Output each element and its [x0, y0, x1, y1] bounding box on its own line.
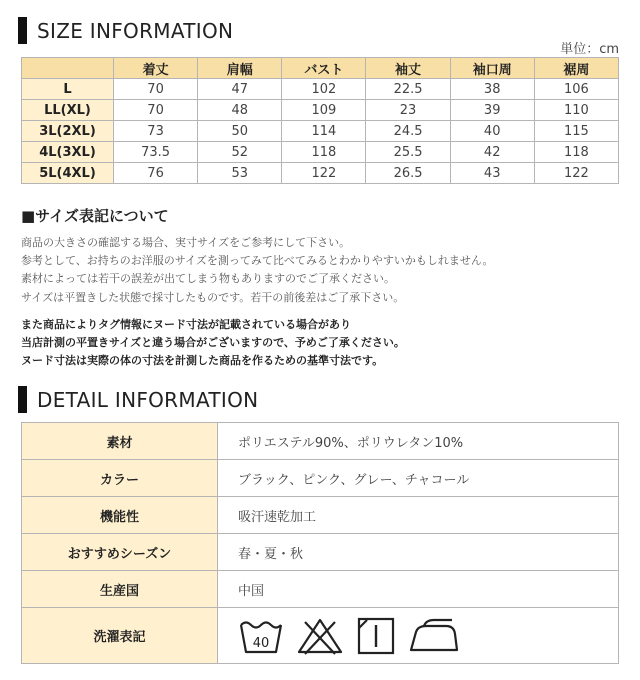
size-cell: 22.5 [366, 79, 450, 100]
care-icons [238, 616, 618, 656]
size-row [22, 100, 619, 121]
size-cell: 106 [534, 79, 618, 100]
size-cell: 122 [282, 163, 366, 184]
size-table-header-row [22, 58, 619, 79]
note-line: 参考として、お持ちのお洋服のサイズを測ってみて比べてみるとわかりやすいかもしれません。 [21, 254, 494, 268]
size-cell: 24.5 [366, 121, 450, 142]
size-cell: 122 [534, 163, 618, 184]
size-cell: 118 [534, 142, 618, 163]
detail-value: ブラック、ピンク、グレー、チャコール [218, 460, 619, 497]
wash-tub-40-icon [238, 616, 284, 656]
note-line: 商品の大きさの確認する場合、実寸サイズをご参考にして下さい。 [21, 236, 351, 249]
size-col-header: 袖丈 [366, 58, 450, 79]
size-label: 4L(3XL) [22, 142, 114, 163]
detail-value: 春・夏・秋 [218, 534, 619, 571]
size-col-header: 袖口周 [450, 58, 534, 79]
size-cell: 115 [534, 121, 618, 142]
no-bleach-icon [296, 616, 344, 656]
size-cell: 70 [114, 100, 198, 121]
detail-label: 機能性 [22, 497, 218, 534]
note-line: 素材によっては若干の誤差が出てしまう物もありますのでご了承ください。 [21, 272, 395, 286]
detail-label: 素材 [22, 423, 218, 460]
size-notes-title: ■サイズ表記について [21, 207, 169, 225]
size-cell: 109 [282, 100, 366, 121]
title-bar-decoration [18, 17, 27, 44]
line-dry-icon [356, 616, 396, 656]
size-cell: 118 [282, 142, 366, 163]
detail-row-color [22, 460, 619, 497]
bold-note-line: 当店計測の平置きサイズと違う場合がございますので、予めご了承ください。 [21, 336, 405, 350]
size-label: LL(XL) [22, 100, 114, 121]
size-cell: 110 [534, 100, 618, 121]
size-section-title: SIZE INFORMATION [37, 18, 234, 43]
size-cell: 102 [282, 79, 366, 100]
size-cell: 73.5 [114, 142, 198, 163]
size-notes [21, 234, 494, 307]
care-icons-cell [218, 608, 619, 664]
size-section-header [18, 17, 233, 44]
detail-row-material [22, 423, 619, 460]
size-col-header: 肩幅 [198, 58, 282, 79]
size-cell: 70 [114, 79, 198, 100]
detail-row-care [22, 608, 619, 664]
size-cell: 47 [198, 79, 282, 100]
size-row [22, 79, 619, 100]
size-row [22, 163, 619, 184]
detail-label: 洗濯表記 [22, 608, 218, 664]
size-cell: 48 [198, 100, 282, 121]
note-line: サイズは平置きした状態で採寸したものです。若干の前後差はご了承下さい。 [21, 290, 405, 304]
size-row [22, 142, 619, 163]
title-bar-decoration [18, 386, 27, 413]
size-cell: 25.5 [366, 142, 450, 163]
size-cell: 26.5 [366, 163, 450, 184]
size-col-header: 着丈 [114, 58, 198, 79]
size-cell: 50 [198, 121, 282, 142]
size-label: L [22, 79, 114, 100]
detail-section-header [18, 386, 258, 413]
iron-icon [408, 616, 460, 656]
detail-label: おすすめシーズン [22, 534, 218, 571]
size-cell: 52 [198, 142, 282, 163]
size-cell: 73 [114, 121, 198, 142]
size-col-header [22, 58, 114, 79]
size-label: 3L(2XL) [22, 121, 114, 142]
size-cell: 23 [366, 100, 450, 121]
size-col-header: 裾周 [534, 58, 618, 79]
unit-label: 単位：cm [560, 42, 619, 57]
detail-label: 生産国 [22, 571, 218, 608]
bold-note-line: ヌード寸法は実際の体の寸法を計測した商品を作るための基準寸法です。 [21, 354, 384, 368]
size-cell: 76 [114, 163, 198, 184]
size-cell: 114 [282, 121, 366, 142]
size-label: 5L(4XL) [22, 163, 114, 184]
detail-row-function [22, 497, 619, 534]
size-cell: 40 [450, 121, 534, 142]
detail-value: 中国 [218, 571, 619, 608]
size-table [21, 57, 619, 184]
detail-section-title: DETAIL INFORMATION [37, 387, 259, 412]
size-row [22, 121, 619, 142]
size-cell: 53 [198, 163, 282, 184]
detail-value: ポリエステル90%、ポリウレタン10% [218, 423, 619, 460]
detail-label: カラー [22, 460, 218, 497]
size-cell: 42 [450, 142, 534, 163]
detail-table [21, 422, 619, 664]
size-cell: 43 [450, 163, 534, 184]
nude-size-notes [21, 316, 405, 371]
detail-row-origin [22, 571, 619, 608]
size-cell: 39 [450, 100, 534, 121]
size-cell: 38 [450, 79, 534, 100]
detail-row-season [22, 534, 619, 571]
size-col-header: バスト [282, 58, 366, 79]
bold-note-line: また商品によりタグ情報にヌード寸法が記載されている場合があり [21, 318, 351, 331]
wash-temperature: 40 [252, 635, 270, 651]
detail-value: 吸汗速乾加工 [218, 497, 619, 534]
